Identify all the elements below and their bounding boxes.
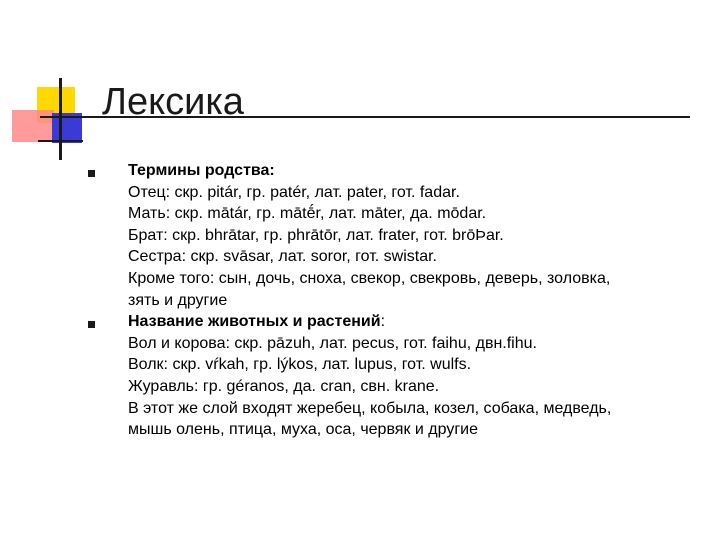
item-line: Кроме того: сын, дочь, сноха, свекор, свекровь, деверь, золовка, — [128, 269, 611, 287]
item-line: Вол и корова: скр. pāzuh, лат. pecus, гот. faihu, двн.fihu. — [128, 334, 537, 352]
decoration-pink-square — [12, 110, 54, 142]
item-line: Мать: скр. mātár, гр. mātḗr, лат. māter, да. mōdar. — [128, 205, 487, 223]
slide-title: Лексика — [102, 81, 244, 123]
item-line: Журавль: гр. géranos, да. cran, свн. krane. — [128, 377, 440, 395]
item-line: Отец: скр. pitár, гр. patér, лат. pater, гот. fadar. — [128, 183, 460, 201]
decoration-vertical-line — [59, 78, 62, 160]
decoration-short-line — [38, 140, 83, 142]
item-line: мышь олень, птица, муха, оса, червяк и другие — [128, 421, 478, 439]
square-bullet-icon — [88, 321, 95, 328]
item-line: Сестра: скр. svāsar, лат. soror, гот. swistar. — [128, 248, 437, 266]
square-bullet-icon — [88, 170, 95, 177]
item-line: Волк: скр. vŕkah, гр. lýkos, лат. lupus, гот. wulfs. — [128, 356, 472, 374]
item-heading: Название животных и растений — [128, 313, 381, 331]
item-heading-suffix: : — [380, 313, 386, 331]
item-line: Брат: скр. bhrātar, гр. phrātōr, лат. frater, гот. brōÞar. — [128, 226, 504, 244]
item-line: В этот же слой входят жеребец, кобыла, козел, собака, медведь, — [128, 399, 612, 417]
bullet-item-kinship — [88, 160, 698, 311]
slide-content — [88, 160, 698, 441]
bullet-item-animals-plants — [88, 311, 698, 441]
item-line: зять и другие — [128, 291, 228, 309]
item-heading: Термины родства: — [128, 162, 275, 179]
